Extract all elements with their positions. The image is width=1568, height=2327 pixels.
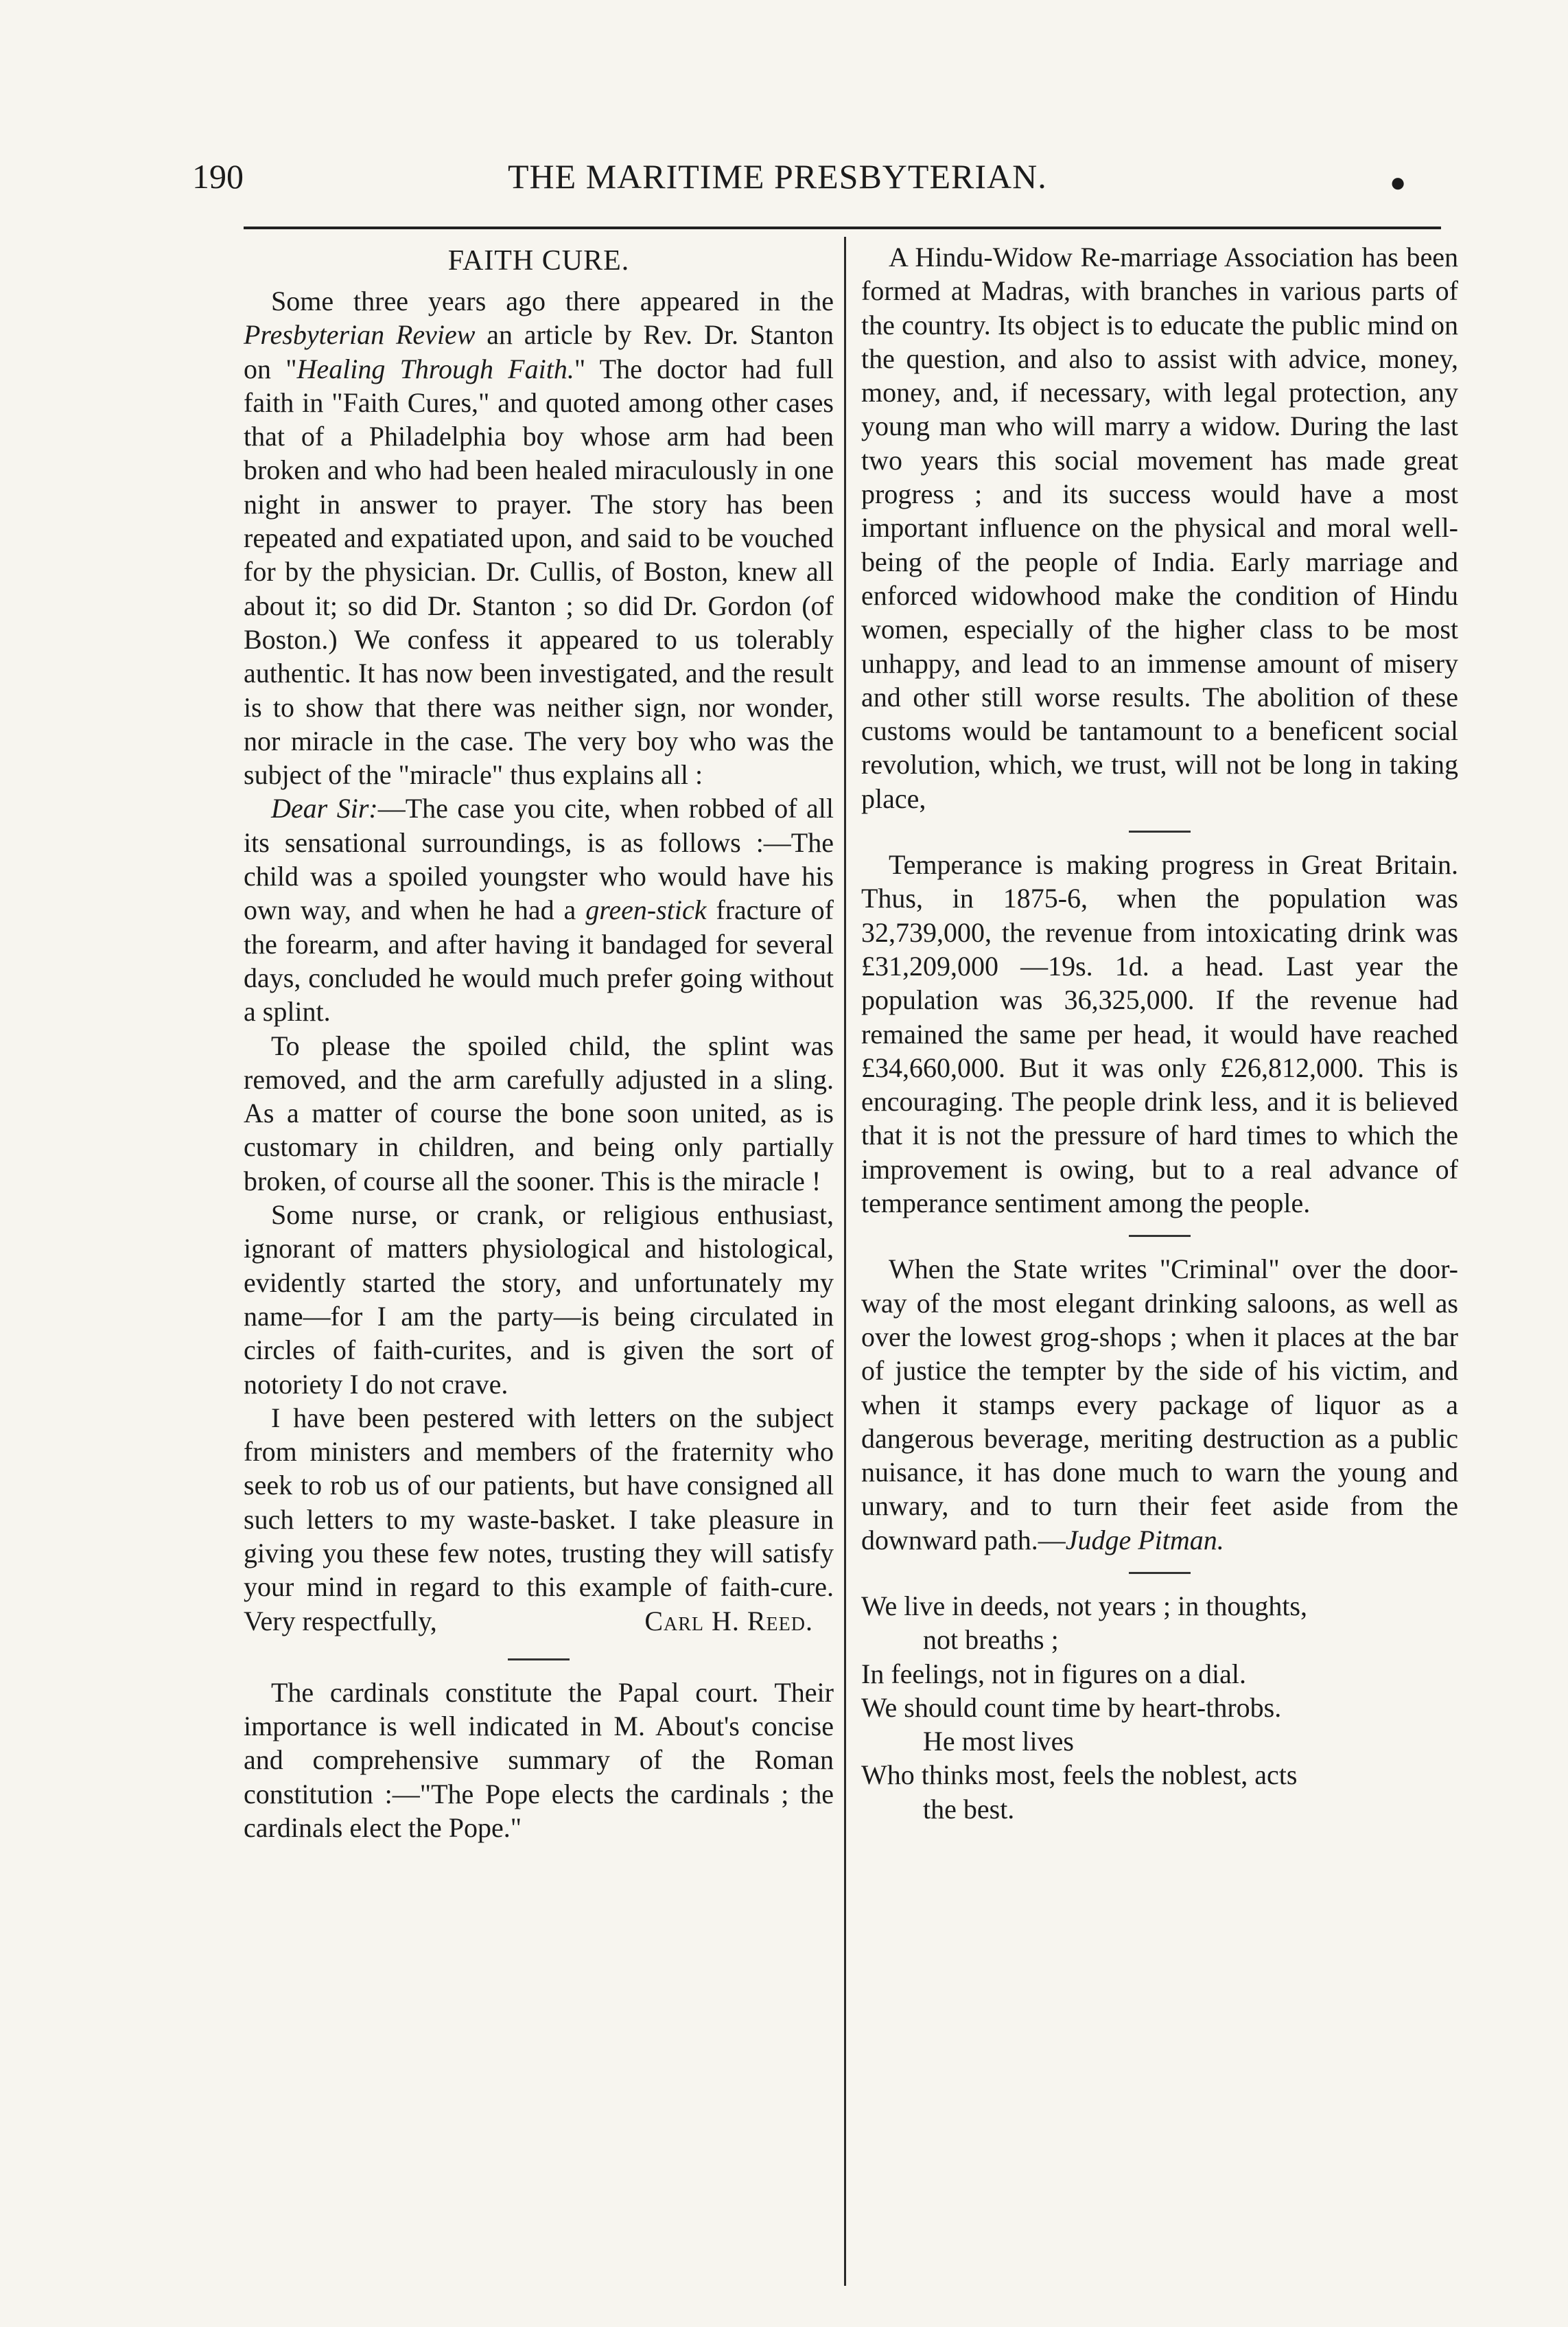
faith-cure-paragraph-5: I have been pestered with letters on the subject from ministers and members of the fraternity who seek to rob us of our patients, but have consigned all such letters to my waste-basket. I take pleasure in giving you these few notes, trusting they will satisfy your mind in regard to this example of faith-cure. Very respectfully, Carl H. Reed.	[244, 1401, 834, 1638]
poem-line: not breaths ;	[923, 1624, 1059, 1656]
faith-cure-paragraph-4: Some nurse, or crank, or religious enthusiast, ignorant of matters physiological and histological, evidently started the story, and unfortunately my name—for I am the party—is being circulated in circles of faith-curites, and is given the sort of notoriety I do not crave.	[244, 1199, 834, 1400]
poem	[861, 1589, 1458, 1826]
journal-title: THE MARITIME PRESBYTERIAN.	[508, 157, 1047, 196]
criminal-attribution: Judge Pitman.	[1065, 1524, 1224, 1555]
left-column	[244, 240, 834, 1844]
healing-through-faith-title: Healing Through Faith.	[296, 353, 574, 384]
right-column	[861, 240, 1458, 1826]
poem-line: We live in deeds, not years ; in thoughts,	[861, 1590, 1307, 1621]
letter-salutation: Dear Sir:	[271, 793, 378, 824]
section-separator	[1129, 831, 1191, 833]
section-separator	[508, 1658, 570, 1660]
green-stick-term: green-stick	[585, 894, 707, 926]
poem-line: Who thinks most, feels the noblest, acts	[861, 1759, 1298, 1791]
letter-signature: Carl H. Reed.	[644, 1605, 813, 1636]
faith-cure-paragraph-2: Dear Sir:—The case you cite, when robbed of all its sensational surroundings, is as follows :—The child was a spoiled youngster who would have his own way, and when he had a green-stick fracture of the forearm, and after having it bandaged for several days, concluded he would much prefer going without a splint.	[244, 793, 834, 1028]
poem-line: the best.	[923, 1793, 1015, 1825]
page-header	[192, 152, 1420, 221]
column-divider	[844, 237, 846, 2286]
section-separator	[1129, 1235, 1191, 1237]
header-rule	[244, 227, 1441, 229]
page-number: 190	[192, 157, 244, 196]
faith-cure-paragraph-3: To please the spoiled child, the splint was removed, and the arm carefully adjusted in a sling. As a matter of course the bone soon united, as is customary in children, and being only partially broken, of course all the sooner. This is the miracle !	[244, 1030, 834, 1196]
poem-line: In feelings, not in figures on a dial.	[861, 1658, 1246, 1689]
poem-line: He most lives	[923, 1726, 1074, 1757]
article-title-faith-cure: FAITH CURE.	[447, 245, 630, 277]
poem-line: We should count time by heart-throbs.	[861, 1691, 1282, 1723]
cardinals-paragraph: The cardinals constitute the Papal court. Their importance is well indicated in M. About's concise and comprehensive summary of the Roman constitution :—"The Pope elects the cardinals ; the cardinals elect the Pope."	[244, 1676, 834, 1844]
section-separator	[1129, 1572, 1191, 1574]
header-dot-ornament: ●	[1390, 167, 1407, 198]
faith-cure-paragraph-1: Some three years ago there appeared in the Presbyterian Review an article by Rev. Dr. Stanton on "Healing Through Faith." The doctor had full faith in "Faith Cures," and quoted among other cases that of a Philadelphia boy whose arm had been broken and who had been healed miraculously in one night in answer to prayer. The story has been repeated and expatiated upon, and said to be vouched for by the physician. Dr. Cullis, of Boston, knew all about it; so did Dr. Stanton ; so did Dr. Gordon (of Boston.) We confess it appeared to us tolerably authentic. It has now been investigated, and the result is to show that there was neither sign, nor wonder, nor miracle in the case. The very boy who was the subject of the "miracle" thus explains all :	[244, 286, 834, 791]
temperance-paragraph: Temperance is making progress in Great Britain. Thus, in 1875-6, when the population was 32,739,000, the revenue from intoxicating drink was £31,209,000 —19s. 1d. a head. Last year the population was 36,325,000. If the revenue had remained the same per head, it would have reached £34,660,000. But it was only £26,812,000. This is encouraging. The people drink less, and it is believed that it is not the pressure of hard times to which the improvement is owing, but to a real advance of temperance sentiment among the people.	[861, 849, 1458, 1219]
criminal-paragraph: When the State writes "Criminal" over the door-way of the most elegant drinking saloons, as well as over the lowest grog-shops ; when it places at the bar of justice the tempter by the side of his victim, and when it stamps every package of liquor as a dangerous beverage, meriting destruction as a public nuisance, it has done much to warn the young and unwary, and to turn their feet aside from the downward path.—Judge Pitman.	[861, 1253, 1458, 1555]
hindu-widow-paragraph: A Hindu-Widow Re-marriage Association has been formed at Madras, with branches in various parts of the country. Its object is to educate the public mind on the question, and also to assist with advice, money, money, and, if necessary, with legal protection, any young man who will marry a widow. During the last two years this social movement has made great progress ; and its success would have a most important influence on the physical and moral well-being of the people of India. Early marriage and enforced widowhood make the condition of Hindu women, especially of the higher class to be most unhappy, and lead to an immense amount of misery and other still worse results. The abolition of these customs would be tantamount to a beneficent social revolution, which, we trust, will not be long in taking place,	[861, 242, 1458, 814]
presbyterian-review-title: Presbyterian Review	[244, 319, 476, 351]
